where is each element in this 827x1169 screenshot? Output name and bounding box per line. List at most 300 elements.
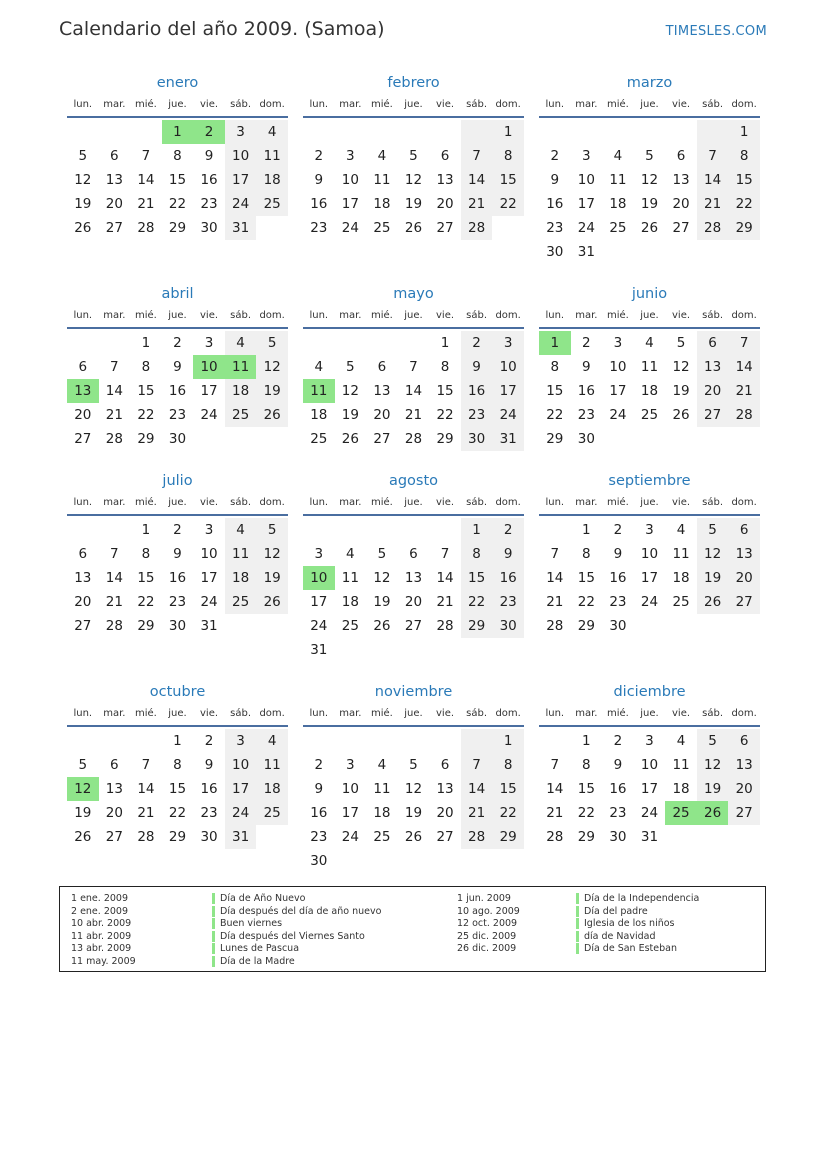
weekday-label: jue. — [168, 708, 187, 719]
day-cell: 24 — [640, 594, 659, 610]
day-cell: 22 — [577, 594, 595, 610]
empty-day-cell — [398, 729, 430, 753]
legend-holiday-row — [212, 931, 381, 944]
day-cell: 25 — [225, 403, 257, 427]
legend-holiday-name: Día después del día de año nuevo — [220, 905, 382, 917]
legend-holiday-name: día de Navidad — [584, 930, 656, 942]
holiday-color-marker — [212, 918, 215, 929]
month-julio — [67, 470, 288, 638]
day-cell: 10 — [193, 355, 225, 379]
empty-day-cell — [602, 427, 634, 451]
day-cell: 24 — [200, 594, 218, 610]
day-cell: 19 — [74, 196, 92, 212]
empty-day-cell — [366, 331, 398, 355]
legend-date: 1 jun. 2009 — [457, 893, 511, 904]
day-cell: 14 — [436, 570, 454, 586]
empty-day-cell — [665, 825, 697, 849]
empty-day-cell — [335, 518, 367, 542]
days-grid — [303, 518, 524, 662]
weekday-label: mar. — [103, 310, 126, 321]
weekday-label: mar. — [339, 310, 362, 321]
empty-day-cell — [665, 614, 697, 638]
day-cell: 19 — [404, 805, 423, 821]
day-cell: 15 — [492, 777, 524, 801]
weekday-label: mar. — [103, 497, 126, 508]
day-cell: 4 — [225, 331, 257, 355]
legend-holiday-name: Día de San Esteban — [584, 943, 677, 954]
day-cell: 18 — [310, 407, 328, 423]
day-cell: 8 — [461, 542, 493, 566]
day-cell: 4 — [676, 522, 686, 538]
day-cell: 11 — [225, 355, 257, 379]
day-cell: 24 — [609, 407, 627, 423]
weekday-header — [539, 305, 760, 329]
weekday-label: mar. — [575, 708, 598, 719]
empty-day-cell — [728, 427, 760, 451]
weekday-header — [67, 703, 288, 727]
day-cell: 28 — [105, 618, 123, 634]
legend-date: 10 ago. 2009 — [457, 905, 520, 917]
day-cell: 24 — [225, 192, 257, 216]
day-cell: 17 — [225, 777, 257, 801]
holiday-color-marker — [212, 931, 215, 942]
empty-day-cell — [602, 240, 634, 264]
day-cell: 22 — [728, 192, 760, 216]
month-name: junio — [631, 286, 668, 302]
day-cell: 16 — [546, 196, 564, 212]
legend-holiday-row — [212, 956, 381, 969]
weekday-label: mié. — [134, 310, 157, 321]
legend-date: 11 may. 2009 — [71, 955, 136, 967]
day-cell: 26 — [404, 220, 423, 236]
month-name: mayo — [393, 286, 434, 302]
day-cell: 24 — [225, 801, 257, 825]
day-cell: 22 — [461, 590, 493, 614]
day-cell: 8 — [728, 144, 760, 168]
empty-day-cell — [130, 120, 162, 144]
day-cell: 26 — [373, 618, 391, 634]
weekday-label: dom. — [259, 708, 285, 719]
empty-day-cell — [429, 638, 461, 662]
weekday-label: sáb. — [702, 310, 724, 321]
weekday-label: mié. — [606, 99, 629, 110]
day-cell: 6 — [110, 757, 119, 773]
day-cell: 2 — [582, 335, 591, 351]
weekday-label: dom. — [731, 497, 757, 508]
day-cell: 27 — [697, 403, 729, 427]
day-cell: 7 — [550, 546, 560, 562]
weekday-label: mar. — [575, 310, 598, 321]
month-name: septiembre — [608, 473, 691, 489]
day-cell: 28 — [546, 618, 564, 634]
month-junio — [539, 283, 760, 451]
day-cell: 17 — [341, 196, 359, 212]
legend-holiday-row — [212, 943, 381, 956]
day-cell: 29 — [546, 431, 564, 447]
empty-day-cell — [461, 120, 493, 144]
weekday-header — [539, 703, 760, 727]
day-cell: 7 — [141, 148, 151, 164]
day-cell: 12 — [256, 542, 288, 566]
day-cell: 3 — [225, 729, 257, 753]
day-cell: 13 — [436, 172, 454, 188]
day-cell: 17 — [640, 570, 659, 586]
month-enero — [67, 72, 288, 240]
empty-day-cell — [193, 427, 225, 451]
day-cell: 6 — [110, 148, 119, 164]
day-cell: 7 — [697, 144, 729, 168]
empty-day-cell — [398, 331, 430, 355]
legend-date: 25 dic. 2009 — [457, 930, 517, 942]
weekday-label: vie. — [436, 497, 455, 508]
weekday-label: dom. — [495, 708, 521, 719]
day-cell: 14 — [697, 168, 729, 192]
day-cell: 2 — [461, 331, 493, 355]
month-name: enero — [156, 75, 199, 91]
weekday-header — [539, 492, 760, 516]
day-cell: 25 — [225, 590, 257, 614]
weekday-label: mié. — [370, 99, 393, 110]
day-cell: 5 — [697, 518, 729, 542]
day-cell: 12 — [404, 781, 423, 797]
day-cell: 18 — [373, 196, 391, 212]
day-cell: 16 — [200, 172, 218, 188]
day-cell: 17 — [200, 570, 218, 586]
day-cell: 1 — [539, 331, 571, 355]
weekday-label: sáb. — [702, 708, 724, 719]
weekday-label: mié. — [134, 708, 157, 719]
day-cell: 8 — [582, 546, 591, 562]
empty-day-cell — [366, 638, 398, 662]
day-cell: 20 — [697, 379, 729, 403]
weekday-label: dom. — [259, 99, 285, 110]
day-cell: 1 — [162, 120, 194, 144]
day-cell: 22 — [137, 407, 155, 423]
empty-day-cell — [398, 638, 430, 662]
empty-day-cell — [67, 729, 99, 753]
day-cell: 1 — [461, 518, 493, 542]
legend-holiday-row — [576, 918, 699, 931]
day-cell: 23 — [168, 407, 187, 423]
day-cell: 26 — [74, 829, 92, 845]
month-diciembre — [539, 681, 760, 849]
day-cell: 18 — [256, 777, 288, 801]
day-cell: 7 — [461, 144, 493, 168]
day-cell: 23 — [168, 594, 187, 610]
day-cell: 9 — [461, 355, 493, 379]
day-cell: 1 — [728, 120, 760, 144]
weekday-label: dom. — [731, 99, 757, 110]
day-cell: 18 — [225, 379, 257, 403]
day-cell: 17 — [609, 383, 627, 399]
day-cell: 14 — [137, 172, 155, 188]
day-cell: 15 — [168, 172, 187, 188]
day-cell: 29 — [492, 825, 524, 849]
day-cell: 25 — [665, 801, 697, 825]
day-cell: 27 — [672, 220, 690, 236]
day-cell: 27 — [105, 220, 123, 236]
day-cell: 5 — [676, 335, 686, 351]
day-cell: 16 — [168, 570, 187, 586]
weekday-label: mar. — [339, 497, 362, 508]
weekday-label: lun. — [309, 708, 329, 719]
day-cell: 9 — [204, 148, 214, 164]
weekday-header — [67, 305, 288, 329]
day-cell: 22 — [577, 805, 595, 821]
day-cell: 14 — [105, 383, 123, 399]
empty-day-cell — [539, 518, 571, 542]
day-cell: 21 — [728, 379, 760, 403]
weekday-label: jue. — [404, 708, 423, 719]
day-cell: 19 — [373, 594, 391, 610]
day-cell: 11 — [303, 379, 335, 403]
month-mayo — [303, 283, 524, 451]
weekday-label: mar. — [103, 708, 126, 719]
day-cell: 20 — [436, 805, 454, 821]
day-cell: 19 — [672, 383, 690, 399]
weekday-label: sáb. — [466, 99, 488, 110]
legend-date: 1 ene. 2009 — [71, 893, 128, 904]
month-name: abril — [161, 286, 194, 302]
weekday-label: mié. — [606, 708, 629, 719]
day-cell: 28 — [697, 216, 729, 240]
day-cell: 13 — [105, 781, 123, 797]
day-cell: 13 — [697, 355, 729, 379]
day-cell: 24 — [341, 829, 359, 845]
day-cell: 7 — [110, 546, 119, 562]
day-cell: 15 — [436, 383, 454, 399]
day-cell: 23 — [200, 196, 218, 212]
day-cell: 8 — [141, 359, 151, 375]
day-cell: 6 — [409, 546, 418, 562]
day-cell: 1 — [141, 522, 151, 538]
month-name: octubre — [149, 684, 206, 700]
weekday-label: vie. — [672, 497, 691, 508]
day-cell: 21 — [105, 594, 123, 610]
day-cell: 30 — [492, 614, 524, 638]
weekday-label: vie. — [672, 708, 691, 719]
day-cell: 14 — [105, 570, 123, 586]
day-cell: 20 — [74, 594, 92, 610]
weekday-label: vie. — [436, 99, 455, 110]
legend-right-names — [576, 893, 699, 956]
weekday-header — [303, 703, 524, 727]
empty-day-cell — [366, 729, 398, 753]
legend-holiday-row — [576, 931, 699, 944]
legend-holiday-name: Día después del Viernes Santo — [220, 930, 365, 942]
holiday-color-marker — [576, 943, 579, 954]
legend-holiday-row — [212, 918, 381, 931]
day-cell: 17 — [225, 168, 257, 192]
day-cell: 12 — [256, 355, 288, 379]
weekday-label: sáb. — [230, 497, 252, 508]
day-cell: 12 — [404, 172, 423, 188]
day-cell: 25 — [341, 618, 359, 634]
month-septiembre — [539, 470, 760, 638]
day-cell: 3 — [645, 522, 654, 538]
legend-holiday-name: Día del padre — [584, 905, 648, 917]
day-cell: 17 — [640, 781, 659, 797]
weekday-label: jue. — [168, 310, 187, 321]
empty-day-cell — [697, 825, 729, 849]
weekday-label: mié. — [134, 497, 157, 508]
days-grid — [303, 120, 524, 240]
day-cell: 24 — [492, 403, 524, 427]
weekday-label: mar. — [339, 708, 362, 719]
day-cell: 3 — [492, 331, 524, 355]
empty-day-cell — [429, 120, 461, 144]
day-cell: 26 — [341, 431, 359, 447]
day-cell: 28 — [404, 431, 423, 447]
day-cell: 25 — [373, 220, 391, 236]
day-cell: 20 — [672, 196, 690, 212]
legend-date: 10 abr. 2009 — [71, 918, 132, 929]
days-grid — [67, 729, 288, 849]
day-cell: 30 — [577, 431, 595, 447]
legend-holiday-name: Día de la Madre — [220, 955, 295, 967]
weekday-label: jue. — [168, 99, 187, 110]
days-grid — [67, 331, 288, 451]
day-cell: 2 — [550, 148, 560, 164]
day-cell: 6 — [728, 729, 760, 753]
day-cell: 16 — [577, 383, 595, 399]
empty-day-cell — [429, 729, 461, 753]
day-cell: 29 — [728, 216, 760, 240]
legend-left-names — [212, 893, 381, 968]
day-cell: 1 — [492, 729, 524, 753]
day-cell: 20 — [373, 407, 391, 423]
empty-day-cell — [665, 240, 697, 264]
empty-day-cell — [728, 825, 760, 849]
day-cell: 31 — [577, 244, 595, 260]
day-cell: 14 — [546, 570, 564, 586]
day-cell: 16 — [200, 781, 218, 797]
empty-day-cell — [429, 849, 461, 873]
empty-day-cell — [398, 849, 430, 873]
legend-holiday-row — [576, 893, 699, 906]
empty-day-cell — [461, 849, 493, 873]
day-cell: 23 — [310, 829, 328, 845]
day-cell: 2 — [492, 518, 524, 542]
weekday-label: dom. — [731, 310, 757, 321]
weekday-label: mar. — [339, 99, 362, 110]
day-cell: 30 — [609, 829, 627, 845]
day-cell: 4 — [377, 757, 387, 773]
day-cell: 9 — [492, 542, 524, 566]
day-cell: 8 — [141, 546, 151, 562]
empty-day-cell — [461, 729, 493, 753]
weekday-header — [539, 94, 760, 118]
day-cell: 30 — [200, 220, 218, 236]
legend-date: 11 abr. 2009 — [71, 930, 132, 942]
empty-day-cell — [366, 518, 398, 542]
day-cell: 21 — [137, 196, 155, 212]
empty-day-cell — [398, 518, 430, 542]
month-abril — [67, 283, 288, 451]
empty-day-cell — [728, 240, 760, 264]
day-cell: 17 — [341, 805, 359, 821]
brand-link[interactable]: TIMESLES.COM — [665, 24, 767, 39]
day-cell: 26 — [697, 801, 729, 825]
day-cell: 13 — [436, 781, 454, 797]
month-name: marzo — [626, 75, 673, 91]
month-marzo — [539, 72, 760, 264]
day-cell: 5 — [78, 148, 88, 164]
empty-day-cell — [99, 518, 131, 542]
days-grid — [539, 331, 760, 451]
weekday-label: lun. — [545, 708, 565, 719]
day-cell: 20 — [728, 566, 760, 590]
day-cell: 11 — [225, 542, 257, 566]
empty-day-cell — [728, 614, 760, 638]
day-cell: 9 — [582, 359, 591, 375]
weekday-label: sáb. — [702, 497, 724, 508]
day-cell: 1 — [141, 335, 151, 351]
day-cell: 30 — [310, 853, 328, 869]
day-cell: 13 — [728, 753, 760, 777]
day-cell: 23 — [200, 805, 218, 821]
day-cell: 25 — [672, 594, 690, 610]
day-cell: 25 — [609, 220, 627, 236]
month-noviembre — [303, 681, 524, 873]
day-cell: 19 — [256, 379, 288, 403]
day-cell: 16 — [461, 379, 493, 403]
day-cell: 11 — [609, 172, 627, 188]
empty-day-cell — [492, 216, 524, 240]
day-cell: 11 — [373, 781, 391, 797]
legend-holiday-name: Lunes de Pascua — [220, 943, 300, 954]
weekday-label: vie. — [672, 99, 691, 110]
empty-day-cell — [256, 614, 288, 638]
day-cell: 1 — [582, 733, 591, 749]
empty-day-cell — [697, 427, 729, 451]
empty-day-cell — [492, 849, 524, 873]
empty-day-cell — [366, 120, 398, 144]
day-cell: 7 — [141, 757, 151, 773]
day-cell: 14 — [728, 355, 760, 379]
day-cell: 5 — [377, 546, 387, 562]
day-cell: 24 — [577, 220, 595, 236]
empty-day-cell — [429, 518, 461, 542]
day-cell: 22 — [137, 594, 155, 610]
day-cell: 24 — [310, 618, 328, 634]
page-title: Calendario del año 2009. (Samoa) — [59, 18, 385, 40]
day-cell: 19 — [74, 805, 92, 821]
legend-date: 26 dic. 2009 — [457, 943, 517, 954]
day-cell: 24 — [640, 805, 659, 821]
day-cell: 13 — [672, 172, 690, 188]
empty-day-cell — [303, 729, 335, 753]
weekday-label: dom. — [495, 99, 521, 110]
day-cell: 2 — [173, 335, 182, 351]
day-cell: 21 — [436, 594, 454, 610]
empty-day-cell — [256, 825, 288, 849]
day-cell: 28 — [461, 825, 493, 849]
day-cell: 15 — [137, 383, 155, 399]
day-cell: 9 — [314, 781, 324, 797]
day-cell: 11 — [373, 172, 391, 188]
day-cell: 3 — [314, 546, 324, 562]
legend-holiday-row — [212, 893, 381, 906]
day-cell: 2 — [613, 522, 623, 538]
empty-day-cell — [665, 120, 697, 144]
weekday-header — [67, 94, 288, 118]
day-cell: 11 — [256, 144, 288, 168]
day-cell: 1 — [492, 120, 524, 144]
weekday-label: lun. — [73, 99, 93, 110]
day-cell: 18 — [373, 805, 391, 821]
empty-day-cell — [225, 427, 257, 451]
